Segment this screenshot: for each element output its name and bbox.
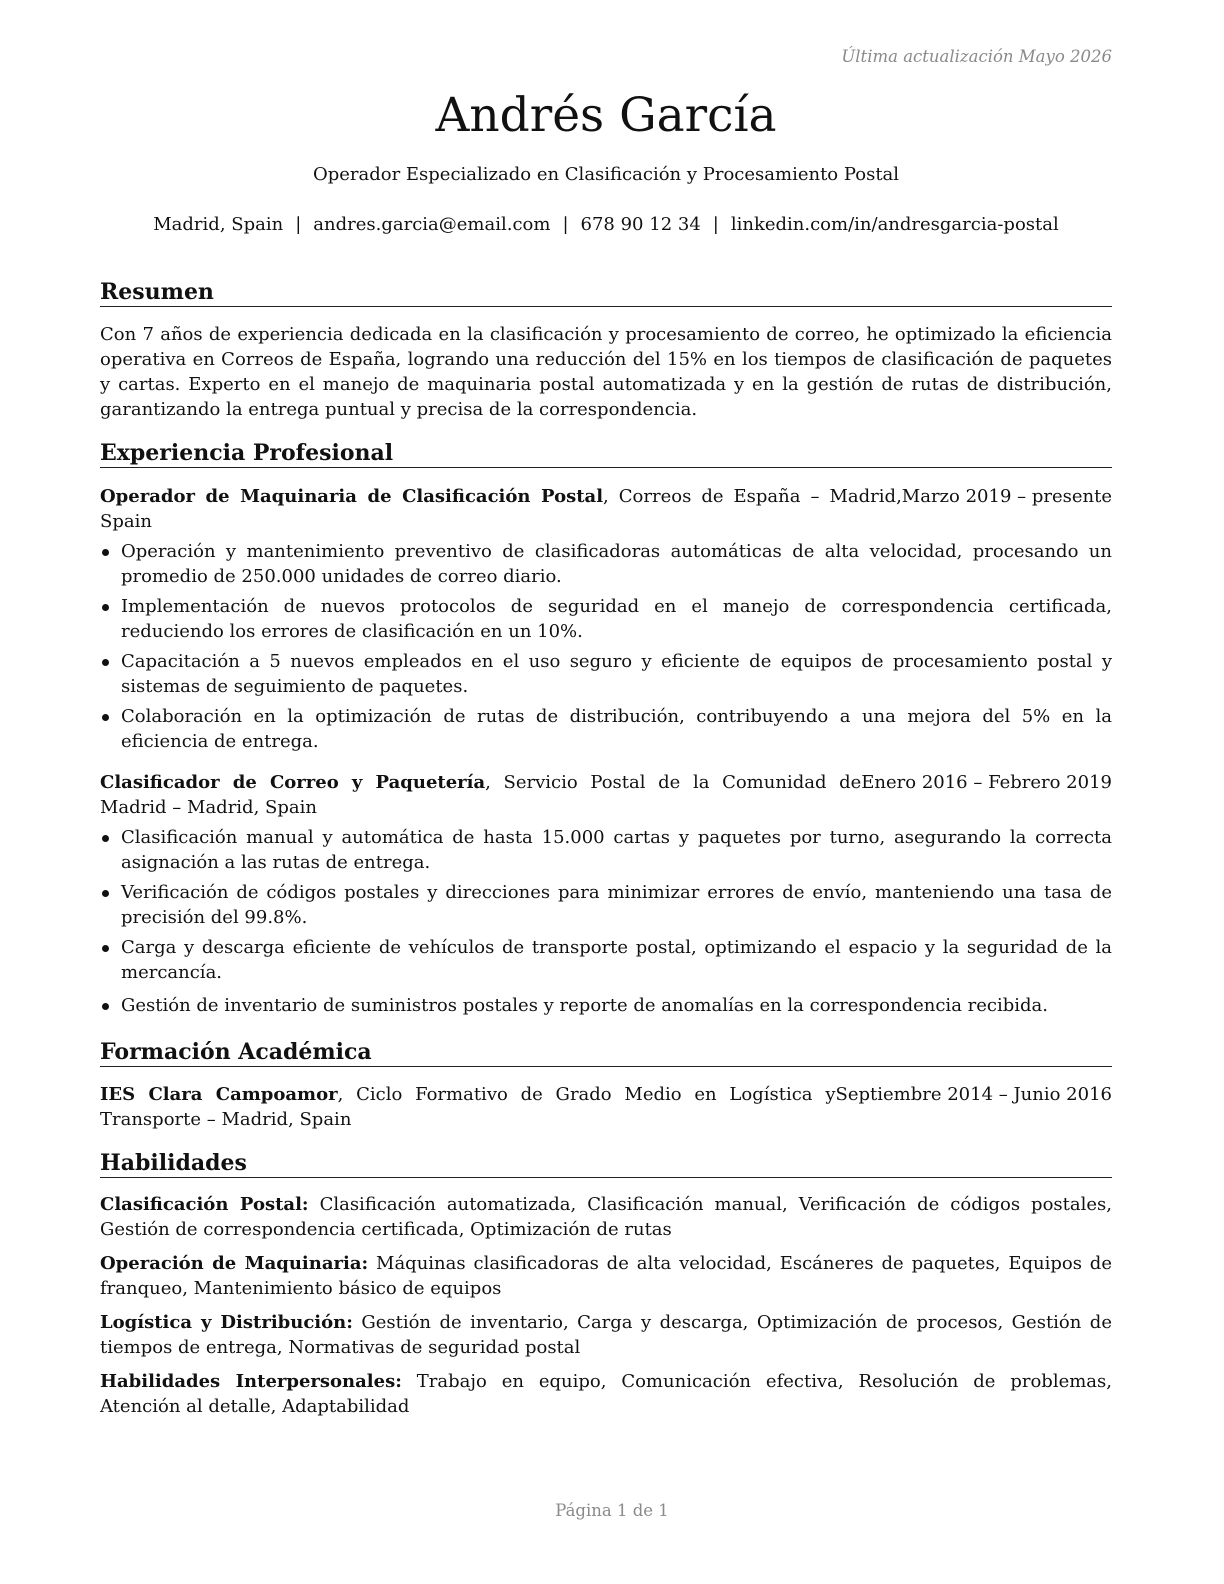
job-employer: , Servicio Postal de la Comunidad de Madrid – Madrid, Spain bbox=[100, 772, 862, 818]
bullet-icon bbox=[102, 1003, 109, 1010]
list-item: Carga y descarga eficiente de vehículos de transporte postal, optimizando el espacio y la seguridad de la mercancía. bbox=[100, 935, 1112, 985]
job-dates: Enero 2016 – Febrero 2019 bbox=[861, 772, 1112, 793]
skill-group-label: Habilidades Interpersonales: bbox=[100, 1371, 402, 1392]
skill-group-items: Gestión de inventario, Carga y descarga, Optimización de procesos, Gestión de tiempos de entrega, Normativas de seguridad postal bbox=[100, 1312, 1112, 1358]
job-header bbox=[100, 770, 1112, 820]
education-section bbox=[100, 1038, 1112, 1132]
job-bullets bbox=[100, 825, 1112, 1018]
job-entry bbox=[100, 484, 1112, 754]
contact-separator: | bbox=[712, 214, 719, 235]
summary-section bbox=[100, 278, 1112, 422]
skill-group bbox=[100, 1310, 1112, 1360]
bullet-icon bbox=[102, 714, 109, 721]
skill-group bbox=[100, 1251, 1112, 1301]
resume-page bbox=[100, 40, 1112, 1419]
job-header bbox=[100, 484, 1112, 534]
contact-location: Madrid, Spain bbox=[153, 214, 284, 235]
education-entry bbox=[100, 1082, 1112, 1132]
list-item: Clasificación manual y automática de hasta 15.000 cartas y paquetes por turno, asegurando la correcta asignación a las rutas de entrega. bbox=[100, 825, 1112, 875]
bullet-icon bbox=[102, 945, 109, 952]
section-title-summary: Resumen bbox=[100, 278, 1112, 307]
list-item: Capacitación a 5 nuevos empleados en el uso seguro y eficiente de equipos de procesamiento postal y sistemas de seguimiento de paquetes. bbox=[100, 649, 1112, 699]
job-bullets bbox=[100, 539, 1112, 754]
contact-separator: | bbox=[562, 214, 569, 235]
contact-line bbox=[100, 212, 1112, 238]
experience-section bbox=[100, 439, 1112, 1018]
contact-linkedin-link[interactable]: linkedin.com/in/andresgarcia-postal bbox=[730, 214, 1059, 235]
list-item: Gestión de inventario de suministros postales y reporte de anomalías en la correspondencia recibida. bbox=[100, 993, 1112, 1018]
bullet-icon bbox=[102, 659, 109, 666]
education-program: , Ciclo Formativo de Grado Medio en Logística y Transporte – Madrid, Spain bbox=[100, 1084, 836, 1130]
skill-group-label: Logística y Distribución: bbox=[100, 1312, 353, 1333]
education-dates: Septiembre 2014 – Junio 2016 bbox=[835, 1084, 1112, 1105]
skill-group-items: Clasificación automatizada, Clasificación manual, Verificación de códigos postales, Gestión de correspondencia certificada, Optimización de rutas bbox=[100, 1194, 1112, 1240]
skill-group bbox=[100, 1369, 1112, 1419]
bullet-icon bbox=[102, 604, 109, 611]
bullet-icon bbox=[102, 890, 109, 897]
job-role: Operador de Maquinaria de Clasificación Postal bbox=[100, 486, 604, 507]
skill-group-label: Operación de Maquinaria: bbox=[100, 1253, 369, 1274]
skill-group-label: Clasificación Postal: bbox=[100, 1194, 309, 1215]
bullet-icon bbox=[102, 549, 109, 556]
summary-text: Con 7 años de experiencia dedicada en la clasificación y procesamiento de correo, he optimizado la eficiencia operativa en Correos de España, logrando una reducción del 15% en los tiempos de clasificación de paquetes y cartas. Experto en el manejo de maquinaria postal automatizada y en la gestión de rutas de distribución, garantizando la entrega puntual y precisa de la correspondencia. bbox=[100, 324, 1112, 420]
contact-phone: 678 90 12 34 bbox=[580, 214, 701, 235]
job-employer: , Correos de España – Madrid, Spain bbox=[100, 486, 902, 532]
skills-section bbox=[100, 1149, 1112, 1419]
bullet-icon bbox=[102, 835, 109, 842]
job-dates: Marzo 2019 – presente bbox=[901, 486, 1112, 507]
candidate-name: Andrés García bbox=[435, 88, 777, 143]
contact-email-link[interactable]: andres.garcia@email.com bbox=[313, 214, 551, 235]
section-title-skills: Habilidades bbox=[100, 1149, 1112, 1178]
candidate-headline: Operador Especializado en Clasificación y Procesamiento Postal bbox=[312, 164, 900, 185]
section-title-education: Formación Académica bbox=[100, 1038, 1112, 1067]
job-entry bbox=[100, 770, 1112, 1018]
section-title-experience: Experiencia Profesional bbox=[100, 439, 1112, 468]
list-item: Verificación de códigos postales y direcciones para minimizar errores de envío, manteniendo una tasa de precisión del 99.8%. bbox=[100, 880, 1112, 930]
skill-group-items: Trabajo en equipo, Comunicación efectiva, Resolución de problemas, Atención al detalle, Adaptabilidad bbox=[100, 1371, 1112, 1417]
page-number-footer: Página 1 de 1 bbox=[555, 1501, 669, 1520]
list-item: Operación y mantenimiento preventivo de clasificadoras automáticas de alta velocidad, procesando un promedio de 250.000 unidades de correo diario. bbox=[100, 539, 1112, 589]
contact-separator: | bbox=[295, 214, 302, 235]
skill-group-items: Máquinas clasificadoras de alta velocidad, Escáneres de paquetes, Equipos de franqueo, Mantenimiento básico de equipos bbox=[100, 1253, 1112, 1299]
list-item: Implementación de nuevos protocolos de seguridad en el manejo de correspondencia certificada, reduciendo los errores de clasificación en un 10%. bbox=[100, 594, 1112, 644]
education-school: IES Clara Campoamor bbox=[100, 1084, 338, 1105]
skill-group bbox=[100, 1192, 1112, 1242]
job-role: Clasificador de Correo y Paquetería bbox=[100, 772, 486, 793]
list-item: Colaboración en la optimización de rutas de distribución, contribuyendo a una mejora del 5% en la eficiencia de entrega. bbox=[100, 704, 1112, 754]
last-updated-note: Última actualización Mayo 2026 bbox=[841, 47, 1112, 66]
